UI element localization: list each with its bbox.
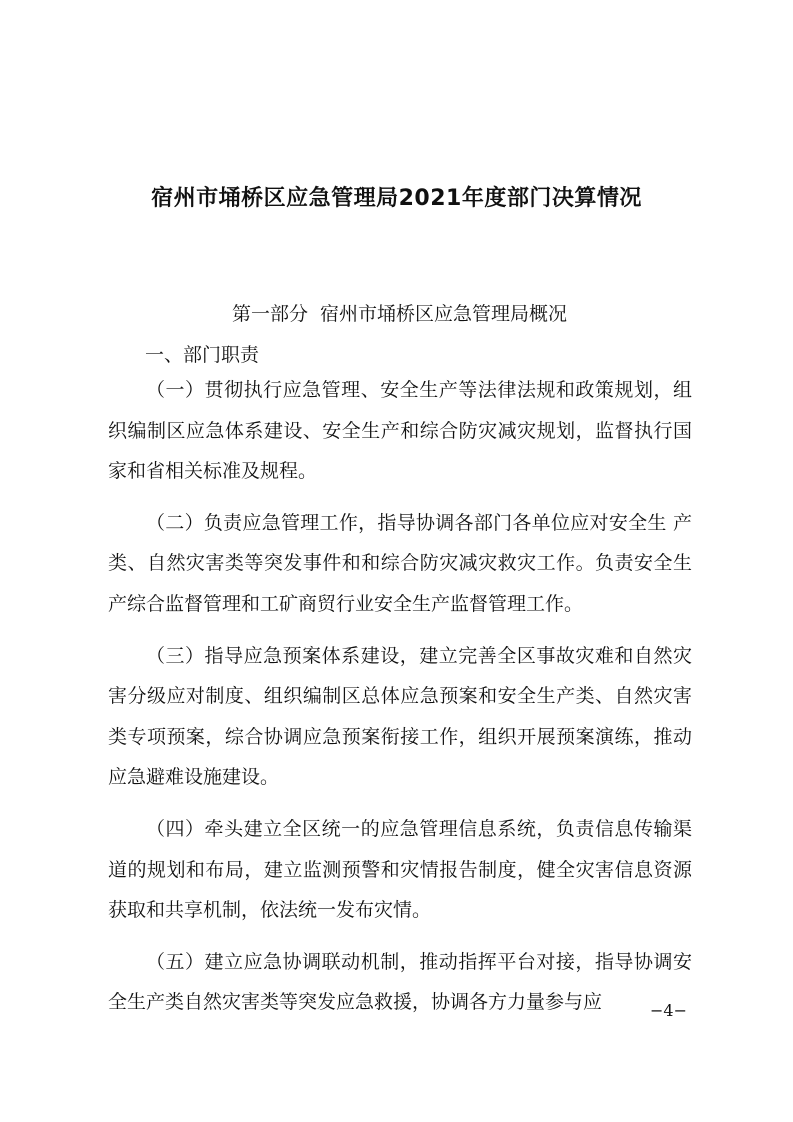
body-text	[108, 370, 692, 1034]
section-heading: 一、部门职责	[145, 344, 260, 366]
paragraph: （三）指导应急预案体系建设，建立完善全区事故灾难和自然灾害分级应对制度、组织编制区总体应急预案和安全生产类、自然灾害类专项预案，综合协调应急预案衔接工作，组织开展预案演练，推动应急避难设施建设。	[108, 644, 692, 789]
paragraph: （四）牵头建立全区统一的应急管理信息系统，负责信息传输渠道的规划和布局，建立监测预警和灾情报告制度，健全灾害信息资源获取和共享机制，依法统一发布灾情。	[108, 817, 692, 922]
page-number: −4−	[650, 1001, 687, 1020]
part-heading	[232, 300, 567, 328]
paragraph: （一）贯彻执行应急管理、安全生产等法律法规和政策规划，组织编制区应急体系建设、安全生产和综合防灾减灾规划，监督执行国家和省相关标准及规程。	[108, 379, 692, 483]
document-title: 宿州市埇桥区应急管理局2021年度部门决算情况	[151, 186, 642, 211]
part-label: 第一部分	[232, 303, 309, 325]
paragraph: （二）负责应急管理工作，指导协调各部门各单位应对安全生 产类、自然灾害类等突发事件和和综合防灾减灾救灾工作。负责安全生产综合监督管理和工矿商贸行业安全生产监督管理工作。	[108, 511, 692, 615]
paragraph: （五）建立应急协调联动机制，推动指挥平台对接，指导协调安全生产类自然灾害类等突发应急救援，协调各方力量参与应	[108, 950, 692, 1014]
part-name: 宿州市埇桥区应急管理局概况	[320, 303, 568, 325]
